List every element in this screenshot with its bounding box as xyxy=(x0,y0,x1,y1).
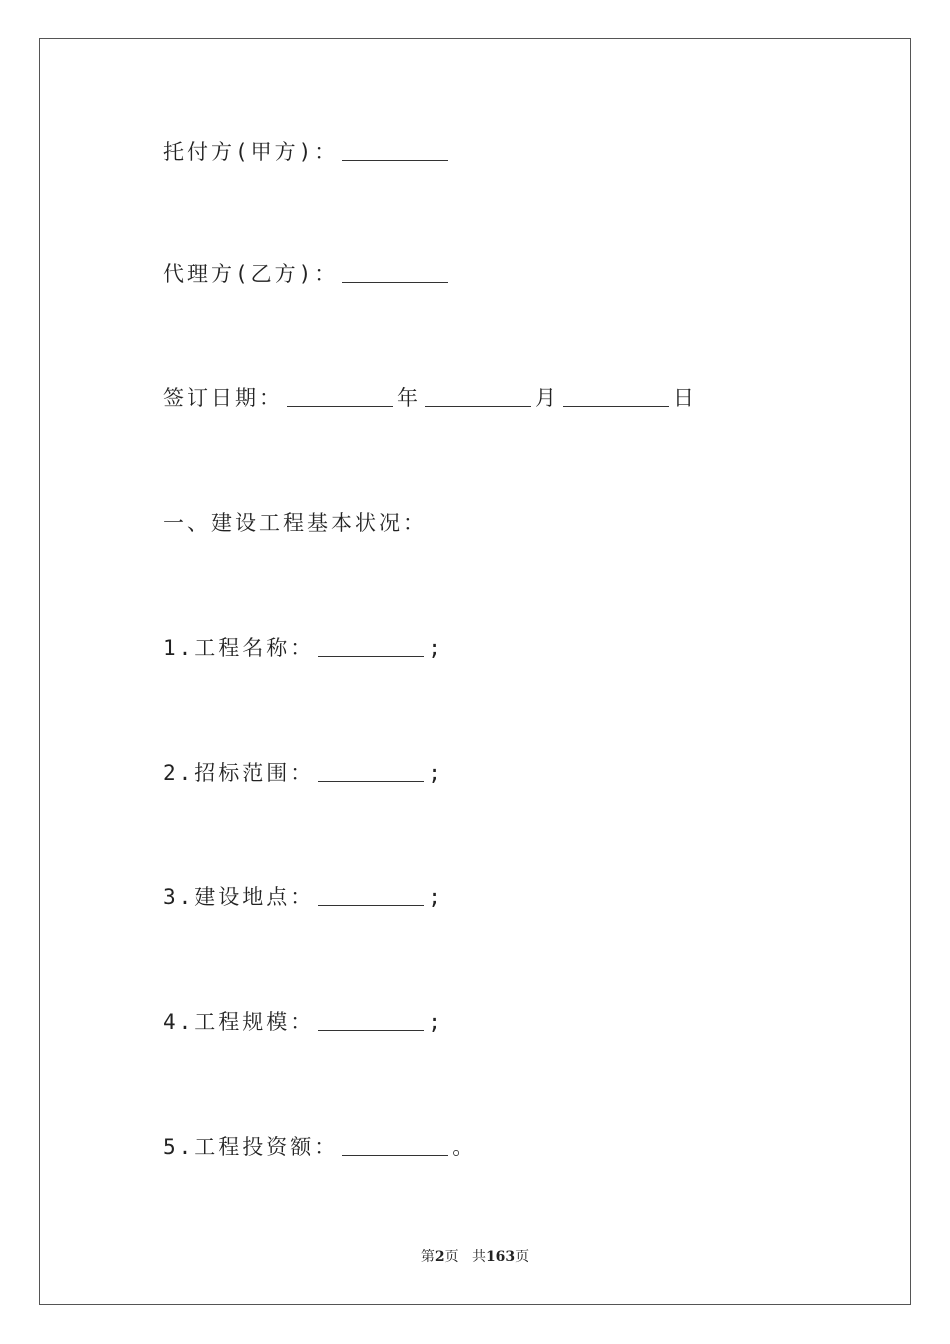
signing-date-line xyxy=(163,383,697,413)
principal-label: 托付方(甲方)： xyxy=(163,140,339,164)
footer-page-unit: 页 xyxy=(444,1249,459,1265)
page-border xyxy=(39,38,911,1305)
investment-label: 5.工程投资额： xyxy=(163,1135,339,1159)
investment-suffix: 。 xyxy=(452,1135,477,1159)
footer-total-pages: 163 xyxy=(485,1249,516,1265)
project-name-blank[interactable] xyxy=(318,636,424,657)
month-blank[interactable] xyxy=(425,386,531,407)
principal-blank[interactable] xyxy=(342,140,448,161)
year-unit: 年 xyxy=(397,386,421,410)
investment-line xyxy=(163,1132,476,1162)
signing-date-label: 签订日期： xyxy=(163,386,283,410)
project-scale-line xyxy=(163,1007,444,1037)
day-unit: 日 xyxy=(673,386,697,410)
project-scale-label: 4.工程规模： xyxy=(163,1010,315,1034)
investment-blank[interactable] xyxy=(342,1135,448,1156)
project-name-line xyxy=(163,633,444,663)
construction-site-line xyxy=(163,882,444,912)
section-heading xyxy=(163,508,427,538)
bidding-scope-suffix: ; xyxy=(428,761,444,785)
section-heading-text: 一、建设工程基本状况： xyxy=(163,511,427,535)
bidding-scope-line xyxy=(163,758,444,788)
project-name-label: 1.工程名称： xyxy=(163,636,315,660)
construction-site-suffix: ; xyxy=(428,885,444,909)
construction-site-blank[interactable] xyxy=(318,885,424,906)
construction-site-label: 3.建设地点： xyxy=(163,885,315,909)
bidding-scope-blank[interactable] xyxy=(318,761,424,782)
agent-line xyxy=(163,259,452,289)
project-name-suffix: ; xyxy=(428,636,444,660)
bidding-scope-label: 2.招标范围： xyxy=(163,761,315,785)
footer-prefix: 第 xyxy=(420,1249,435,1265)
project-scale-blank[interactable] xyxy=(318,1010,424,1031)
page-footer xyxy=(0,1246,950,1266)
principal-line xyxy=(163,137,452,167)
year-blank[interactable] xyxy=(287,386,393,407)
agent-blank[interactable] xyxy=(342,262,448,283)
project-scale-suffix: ; xyxy=(428,1010,444,1034)
agent-label: 代理方(乙方)： xyxy=(163,262,339,286)
month-unit: 月 xyxy=(535,386,559,410)
footer-total-unit: 页 xyxy=(515,1249,530,1265)
footer-page-number: 2 xyxy=(434,1249,445,1265)
day-blank[interactable] xyxy=(563,386,669,407)
footer-total-prefix: 共 xyxy=(471,1249,486,1265)
